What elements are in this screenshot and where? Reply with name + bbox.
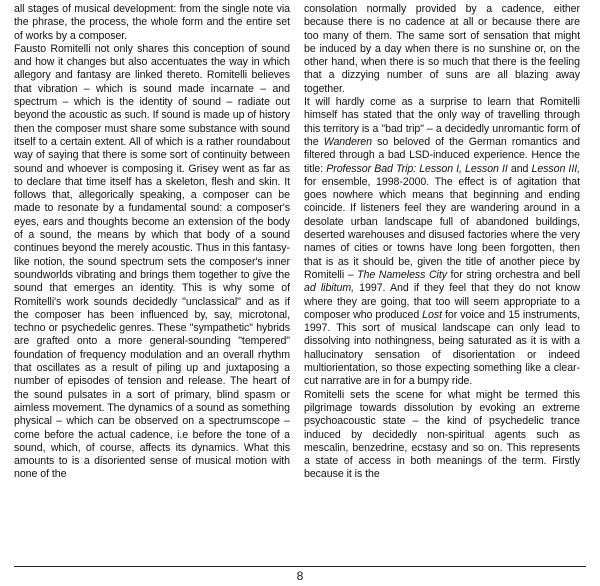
paragraph (304, 96, 580, 389)
work-title: Lesson III, (531, 162, 581, 175)
paragraph: Romitelli sets the scene for what might be termed this pilgrimage towards dissolution by evoking an extreme psychoacoustic state – the kind of psychedelic trance induced by decidedly non-spiritual agents such as mescalin, benzedrine, ecstasy and so on. This represents a state of access in both meanings of the term. Firstly because it is the (304, 388, 580, 481)
paragraph: consolation normally provided by a cadence, either because there is no cadence at all or because there are too many of them. The same sort of sensation that might be induced by a day when there is no sunshine or, on the other hand, when there is so much that there is the feeling that a dizzying number of suns are all blazing away together. (304, 3, 580, 95)
text-run: 1997. And if they feel that they do not know where they are going, that too will seem appropriate to a composer who produced (304, 282, 581, 321)
work-title: Professor Bad Trip: Lesson I, Lesson II (326, 162, 508, 175)
footer-rule (14, 566, 586, 567)
left-column (14, 3, 290, 482)
text-run: so beloved of the German romantics and filtered through a bad LSD-induced experience. Hence the title: (304, 135, 580, 175)
document-page (14, 3, 586, 565)
italic-term: Wanderen (323, 135, 372, 148)
text-run: for string orchestra and bell (447, 268, 581, 281)
text-run: and (507, 162, 532, 175)
work-title: Lost (422, 308, 442, 321)
text-run: It will hardly come as a surprise to learn that Romitelli himself has stated that the only way of travelling through this territory is a "bad trip" – a decidedly unromantic form of the (304, 96, 580, 148)
work-title: The Nameless City (357, 268, 447, 281)
text-run: for ensemble, 1998-2000. The effect is of agitation that goes nowhere which means that beginning and ending coincide. If listeners feel they are wandering around in a desolate urban landscape full of abandoned buildings, deserted warehouses and disused factories where the very names of cities or towns have long been forgotten, then that is as it should be, given the title of another piece by Romitelli – (304, 175, 580, 281)
italic-term: ad libitum, (304, 282, 355, 295)
paragraph: all stages of musical development: from the single note via the phrase, the process, the whole form and the entire set of works by a composer. (14, 3, 290, 42)
right-column (304, 3, 580, 482)
page-number: 8 (296, 569, 304, 583)
text-run: for voice and 15 instruments, 1997. This sort of musical landscape can only lead to dissolving into nothingness, being saturated as it is with a hallucinatory sensation of disorientation or indeed multiorientation, so those expecting something like a clear-cut narrative are in for a bumpy ride. (304, 308, 580, 388)
paragraph: Fausto Romitelli not only shares this conception of sound and how it changes but also accentuates the way in which allegory and fantasy are linked thereto. Romitelli believes that vibration – which is sound made incarnate – and spectrum – which is the identity of sound – radiate out beyond the acoustic as such. If sound is made up of history then the composer must share some substance with sound itself to a certain extent. All of which is a rather roundabout way of saying that there is some sort of continuity between sound and whoever is composing it. Grisey went as far as to declare that time itself has a skeleton, flesh and skin. It follows that, allegorically speaking, a composer can be made to resonate by a fundamental sound: a composer's eyes, ears and thoughts become an extension of the body of a sound, the means by which that body of a sound continues beyond the merely acoustic. Thus in this fantasy-like notion, the sound spectrum sets the composer's inner soundworlds vibrating and brings them together to give the sound that emerges an identity. This is why some of Romitelli's work sounds decidedly "unclassical" and as if the composer has been influenced by, say, microtonal, techno or psychedelic genres. These "sympathetic" hybrids are grafted onto a more general-sounding "tempered" foundation of frequency modulation and an overall rhythm that oscillates as a result of piling up and juxtaposing a number of episodes of tension and release. The heart of the sound pulsates in a sort of primary, blind spasm or aimless movement. The dynamics of a sound as something physical – which can be observed on a spectrumscope – come before the actual cadence, i.e before the tone of a sound, which, of course, affects its dynamics. What this amounts to is a disoriented sense of musical motion with none of the (14, 42, 290, 481)
